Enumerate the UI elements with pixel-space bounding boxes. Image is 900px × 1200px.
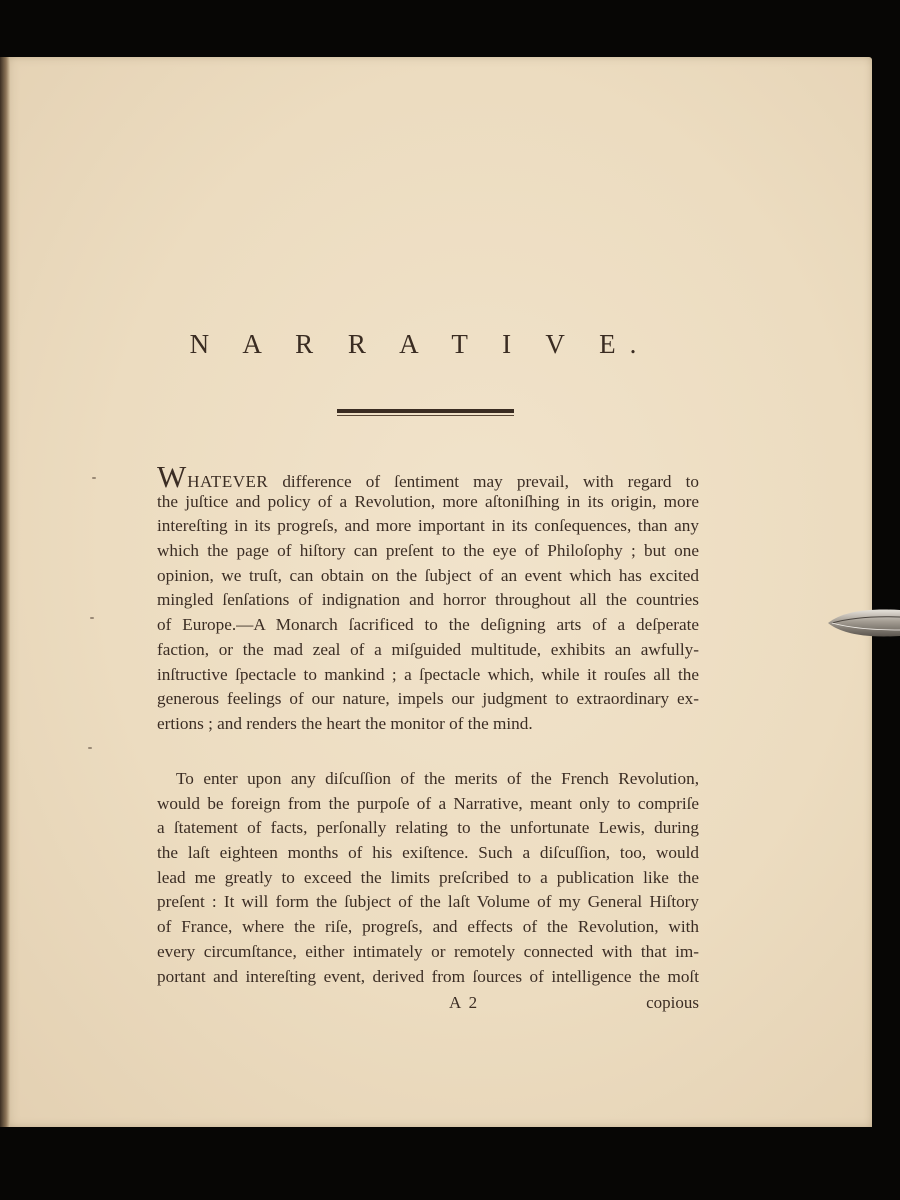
heading-rule-thick bbox=[337, 409, 514, 413]
drop-cap: W bbox=[157, 459, 188, 494]
paragraph-2-line-3: a ſtatement of facts, perſonally relating to the unfortunate Lewis, during bbox=[157, 818, 699, 838]
book-spine-edge bbox=[0, 57, 10, 1127]
paragraph-1 bbox=[157, 459, 699, 737]
paragraph-1-line-1-rest: difference of ſentiment may prevail, with regard to bbox=[268, 472, 699, 491]
paragraph-2-line-4: the laſt eighteen months of his exiſtence. Such a diſcuſſion, too, would bbox=[157, 843, 699, 863]
paragraph-1-line-11: ertions ; and renders the heart the monitor of the mind. bbox=[157, 713, 533, 733]
paragraph-1-line-1 bbox=[157, 459, 699, 494]
paragraph-2-line-2: would be foreign from the purpoſe of a Narrative, meant only to compriſe bbox=[157, 793, 699, 813]
paper-speck bbox=[90, 617, 94, 619]
paragraph-2-line-5: lead me greatly to exceed the limits preſcribed to a publication like the bbox=[157, 867, 699, 887]
paragraph-2-line-9: portant and intereſting event, derived from ſources of intelligence the moſt bbox=[157, 966, 699, 986]
page-footer bbox=[157, 993, 699, 1018]
quill-pen-bookmark-icon bbox=[826, 606, 900, 640]
opening-small-caps: HATEVER bbox=[187, 472, 269, 491]
paragraph-1-line-9: inſtructive ſpectacle to mankind ; a ſpectacle which, while it rouſes all the bbox=[157, 664, 699, 684]
paragraph-2-line-1: To enter upon any diſcuſſion of the merits of the French Revolution, bbox=[176, 769, 699, 788]
paragraph-1-line-4: which the page of hiſtory can preſent to the eye of Philoſophy ; but one bbox=[157, 541, 699, 561]
book-page bbox=[0, 57, 872, 1127]
paragraph-1-line-2: the juſtice and policy of a Revolution, more aſtoniſhing in its origin, more bbox=[157, 491, 699, 511]
catchword: copious bbox=[646, 993, 699, 1012]
heading-rule-thin bbox=[337, 415, 514, 416]
paragraph-1-line-8: faction, or the mad zeal of a miſguided multitude, exhibits an awfully- bbox=[157, 639, 699, 659]
signature-mark: A 2 bbox=[449, 993, 480, 1012]
paragraph-1-line-5: opinion, we truſt, can obtain on the ſubject of an event which has excited bbox=[157, 565, 699, 585]
paragraph-1-line-6: mingled ſenſations of indignation and horror throughout all the countries bbox=[157, 590, 699, 610]
paragraph-2 bbox=[157, 767, 699, 989]
paragraph-1-line-7: of Europe.—A Monarch ſacrificed to the deſigning arts of a deſperate bbox=[157, 615, 699, 635]
page-heading: N A R R A T I V E. bbox=[189, 329, 651, 359]
paper-speck bbox=[88, 747, 92, 749]
paragraph-2-line-7: of France, where the riſe, progreſs, and effects of the Revolution, with bbox=[157, 917, 699, 937]
paragraph-2-line-6: preſent : It will form the ſubject of the laſt Volume of my General Hiſtory bbox=[157, 892, 699, 912]
paragraph-1-line-10: generous feelings of our nature, impels our judgment to extraordinary ex- bbox=[157, 689, 699, 709]
paragraph-2-line-8: every circumſtance, either intimately or remotely connected with that im- bbox=[157, 941, 699, 961]
paper-speck bbox=[92, 477, 96, 479]
paragraph-1-line-3: intereſting in its progreſs, and more important in its conſequences, than any bbox=[157, 516, 699, 536]
